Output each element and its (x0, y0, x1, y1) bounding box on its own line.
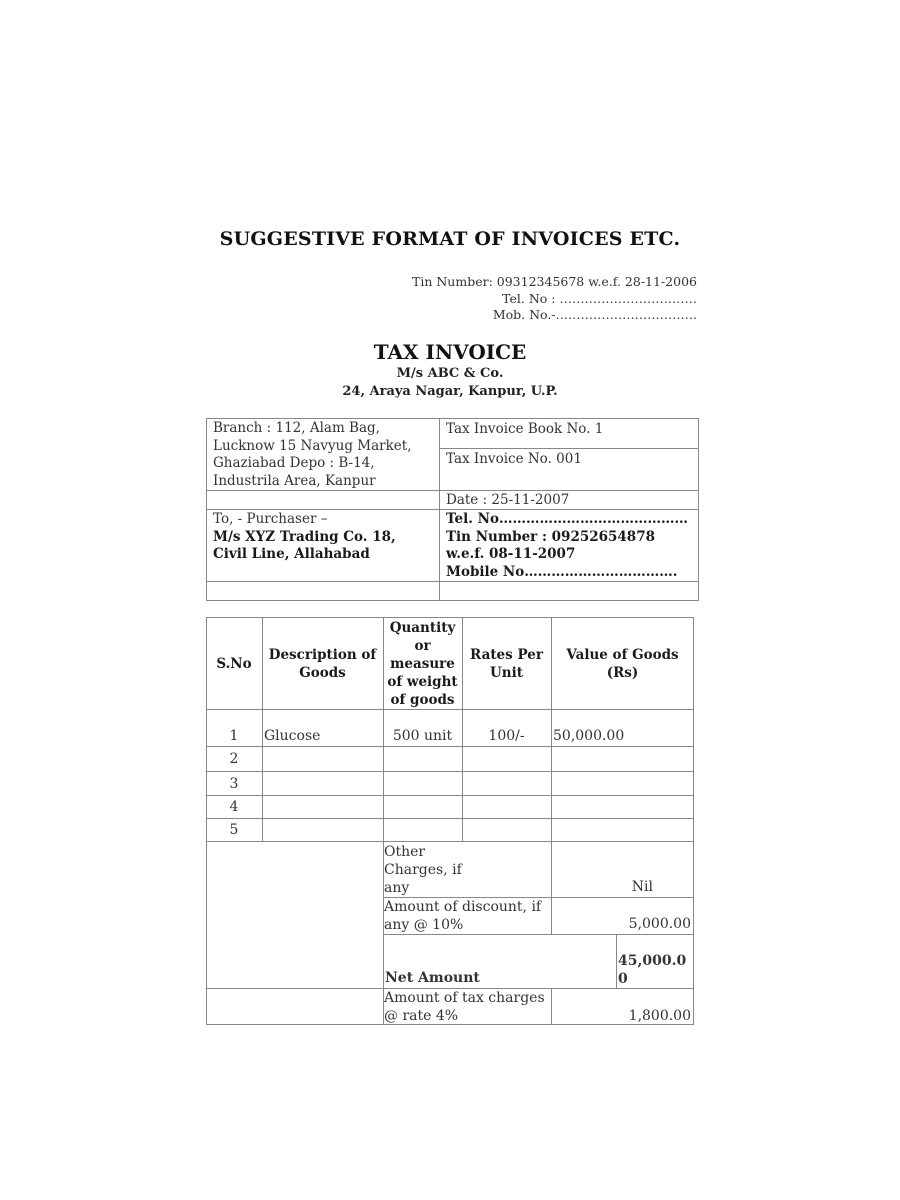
row-sno: 2 (229, 751, 239, 767)
tax-label: Amount of tax charges @ rate 4% (384, 990, 545, 1024)
seller-mobile: Mob. No.-……………………………. (492, 307, 697, 322)
other-charges-value: Nil (631, 879, 653, 895)
branch-line: Lucknow 15 Navyug Market, (213, 437, 412, 454)
invoice-book-no: Tax Invoice Book No. 1 (446, 421, 604, 437)
branch-address (206, 419, 439, 491)
purchaser-tin: Tin Number : 09252654878 (446, 528, 655, 545)
column-header-sno: S.No (216, 655, 252, 672)
column-header-value: Value of Goods (Rs) (566, 646, 679, 681)
seller-meta (412, 274, 697, 324)
row-sno: 4 (229, 799, 239, 815)
invoice-date: Date : 25-11-2007 (446, 492, 570, 508)
row-description: Glucose (264, 728, 321, 744)
seller-tel: Tel. No : …………………………… (502, 290, 697, 306)
invoice-no: Tax Invoice No. 001 (446, 451, 582, 467)
discount-label: Amount of discount, if any @ 10% (384, 899, 542, 933)
other-charges-label: Other Charges, if any (384, 844, 462, 896)
row-value: 50,000.00 (553, 728, 625, 744)
column-header-rate: Rates Per Unit (470, 646, 543, 681)
net-amount-value: 45,000.00 (618, 953, 687, 987)
purchaser-address: Civil Line, Allahabad (213, 546, 370, 562)
purchaser-tel: Tel. No…………………………………… (446, 511, 688, 527)
row-rate: 100/- (488, 728, 525, 744)
net-amount-label: Net Amount (385, 970, 480, 986)
discount-value: 5,000.00 (628, 916, 691, 932)
branch-line: Ghaziabad Depo : B-14, (213, 455, 375, 471)
column-header-description: Description of Goods (268, 646, 377, 681)
branch-line: Branch : 112, Alam Bag, (213, 420, 380, 436)
document-heading: SUGGESTIVE FORMAT OF INVOICES ETC. (219, 228, 681, 250)
purchaser-label: To, - Purchaser – (213, 511, 328, 527)
row-sno: 5 (229, 822, 239, 838)
row-quantity: 500 unit (392, 728, 453, 744)
purchaser-mobile: Mobile No……………………………. (446, 563, 678, 580)
column-header-quantity: Quantity or measure of weight of goods (387, 619, 458, 708)
purchaser-block (206, 510, 439, 565)
tax-value: 1,800.00 (628, 1008, 691, 1024)
purchaser-contact (439, 510, 699, 582)
purchaser-name: M/s XYZ Trading Co. 18, (213, 528, 396, 545)
seller-address: 24, Araya Nagar, Kanpur, U.P. (342, 384, 558, 399)
invoice-title: TAX INVOICE (373, 340, 527, 364)
row-sno: 3 (229, 776, 239, 792)
seller-name: M/s ABC & Co. (396, 366, 504, 381)
row-sno: 1 (229, 728, 239, 744)
purchaser-wef: w.e.f. 08-11-2007 (446, 546, 576, 562)
seller-tin: Tin Number: 09312345678 w.e.f. 28-11-2006 (412, 274, 697, 289)
branch-line: Industrila Area, Kanpur (213, 472, 376, 489)
